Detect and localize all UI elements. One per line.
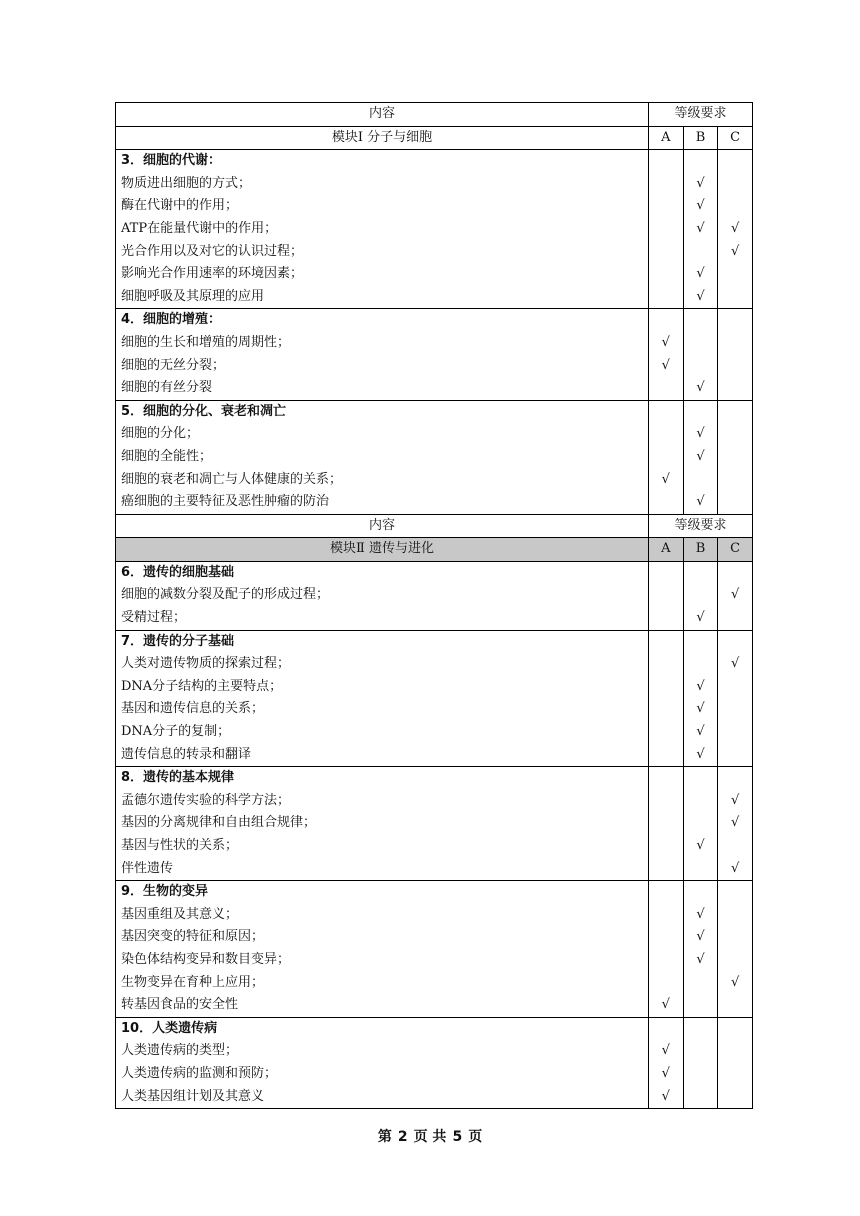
level-cell-empty [649, 173, 684, 196]
level-cell-empty [683, 309, 718, 332]
module-title: 模块Ⅱ 遗传与进化 [116, 538, 649, 562]
level-cell-empty [683, 994, 718, 1017]
level-cell-empty [649, 949, 684, 972]
check-mark-icon: √ [718, 218, 753, 241]
table-row [116, 721, 753, 744]
level-cell-empty [683, 355, 718, 378]
item-text: 受精过程； [116, 607, 649, 630]
table-row [116, 698, 753, 721]
level-cell-empty [718, 355, 753, 378]
item-text: 细胞的减数分裂及配子的形成过程； [116, 584, 649, 607]
requirements-table-body [116, 103, 753, 1109]
level-cell-empty [649, 561, 684, 584]
group-title-row [116, 561, 753, 584]
check-mark-icon: √ [683, 949, 718, 972]
item-text: 癌细胞的主要特征及恶性肿瘤的防治 [116, 491, 649, 514]
item-text: 细胞的衰老和凋亡与人体健康的关系； [116, 469, 649, 492]
level-cell-empty [683, 584, 718, 607]
check-mark-icon: √ [649, 332, 684, 355]
level-cell-empty [718, 994, 753, 1017]
level-cell-empty [718, 1063, 753, 1086]
level-cell-empty [718, 286, 753, 309]
table-row [116, 790, 753, 813]
check-mark-icon: √ [683, 607, 718, 630]
level-cell-empty [649, 744, 684, 767]
level-label-a: A [649, 126, 684, 150]
item-text: 人类遗传病的类型； [116, 1040, 649, 1063]
header-levels: 等级要求 [649, 103, 753, 127]
level-cell-empty [718, 926, 753, 949]
level-cell-empty [718, 150, 753, 173]
level-cell-empty [683, 150, 718, 173]
level-cell-empty [683, 881, 718, 904]
level-cell-empty [649, 195, 684, 218]
item-text: 细胞的分化； [116, 423, 649, 446]
level-cell-empty [649, 835, 684, 858]
group-title: 7．遗传的分子基础 [116, 630, 649, 653]
check-mark-icon: √ [683, 423, 718, 446]
item-text: ATP在能量代谢中的作用； [116, 218, 649, 241]
level-cell-empty [649, 790, 684, 813]
level-cell-empty [718, 607, 753, 630]
check-mark-icon: √ [683, 446, 718, 469]
group-title: 4．细胞的增殖： [116, 309, 649, 332]
table-header-row [116, 103, 753, 127]
level-cell-empty [649, 721, 684, 744]
header-content: 内容 [116, 514, 649, 538]
level-cell-empty [649, 423, 684, 446]
table-row [116, 812, 753, 835]
level-cell-empty [683, 400, 718, 423]
table-row [116, 1086, 753, 1109]
level-cell-empty [683, 972, 718, 995]
table-row [116, 994, 753, 1017]
check-mark-icon: √ [683, 491, 718, 514]
table-row [116, 949, 753, 972]
table-row [116, 904, 753, 927]
table-row [116, 972, 753, 995]
level-cell-empty [649, 1017, 684, 1040]
check-mark-icon: √ [718, 812, 753, 835]
item-text: 细胞的生长和增殖的周期性； [116, 332, 649, 355]
level-cell-empty [718, 446, 753, 469]
level-cell-empty [649, 150, 684, 173]
level-cell-empty [649, 491, 684, 514]
check-mark-icon: √ [683, 721, 718, 744]
item-text: 基因和遗传信息的关系； [116, 698, 649, 721]
level-cell-empty [718, 173, 753, 196]
level-cell-empty [683, 1040, 718, 1063]
level-cell-empty [718, 1086, 753, 1109]
item-text: DNA分子的复制； [116, 721, 649, 744]
group-title-row [116, 150, 753, 173]
table-row [116, 332, 753, 355]
item-text: 孟德尔遗传实验的科学方法； [116, 790, 649, 813]
check-mark-icon: √ [683, 835, 718, 858]
group-title-row [116, 309, 753, 332]
level-cell-empty [683, 653, 718, 676]
level-cell-empty [718, 309, 753, 332]
level-cell-empty [718, 423, 753, 446]
page-footer [0, 1126, 860, 1146]
level-cell-empty [649, 676, 684, 699]
level-cell-empty [683, 332, 718, 355]
group-title: 9．生物的变异 [116, 881, 649, 904]
requirements-table [115, 102, 753, 1109]
item-text: 基因重组及其意义； [116, 904, 649, 927]
item-text: 细胞的有丝分裂 [116, 377, 649, 400]
check-mark-icon: √ [718, 972, 753, 995]
level-cell-empty [649, 630, 684, 653]
level-cell-empty [718, 721, 753, 744]
module-row [116, 126, 753, 150]
check-mark-icon: √ [718, 790, 753, 813]
check-mark-icon: √ [649, 355, 684, 378]
level-cell-empty [718, 377, 753, 400]
item-text: 人类遗传病的监测和预防； [116, 1063, 649, 1086]
check-mark-icon: √ [718, 241, 753, 264]
item-text: 影响光合作用速率的环境因素； [116, 263, 649, 286]
level-cell-empty [649, 881, 684, 904]
table-row [116, 607, 753, 630]
check-mark-icon: √ [683, 926, 718, 949]
level-cell-empty [649, 972, 684, 995]
header-content: 内容 [116, 103, 649, 127]
check-mark-icon: √ [683, 286, 718, 309]
level-cell-empty [649, 286, 684, 309]
check-mark-icon: √ [683, 676, 718, 699]
item-text: 人类基因组计划及其意义 [116, 1086, 649, 1109]
group-title: 3．细胞的代谢： [116, 150, 649, 173]
level-cell-empty [649, 263, 684, 286]
check-mark-icon: √ [649, 469, 684, 492]
level-cell-empty [718, 400, 753, 423]
level-cell-empty [718, 263, 753, 286]
level-label-a: A [649, 538, 684, 562]
group-title-row [116, 630, 753, 653]
level-cell-empty [649, 607, 684, 630]
check-mark-icon: √ [718, 858, 753, 881]
table-row [116, 1040, 753, 1063]
level-cell-empty [718, 332, 753, 355]
level-label-b: B [683, 126, 718, 150]
group-title: 8．遗传的基本规律 [116, 767, 649, 790]
table-row [116, 241, 753, 264]
table-row [116, 173, 753, 196]
level-cell-empty [683, 1017, 718, 1040]
check-mark-icon: √ [683, 173, 718, 196]
level-cell-empty [649, 446, 684, 469]
table-row [116, 355, 753, 378]
item-text: 基因的分离规律和自由组合规律； [116, 812, 649, 835]
level-cell-empty [649, 812, 684, 835]
item-text: 基因突变的特征和原因； [116, 926, 649, 949]
table-row [116, 744, 753, 767]
check-mark-icon: √ [683, 218, 718, 241]
level-cell-empty [718, 561, 753, 584]
table-row [116, 858, 753, 881]
item-text: 光合作用以及对它的认识过程； [116, 241, 649, 264]
table-row [116, 469, 753, 492]
table-row [116, 491, 753, 514]
item-text: 酶在代谢中的作用； [116, 195, 649, 218]
level-cell-empty [649, 767, 684, 790]
check-mark-icon: √ [683, 904, 718, 927]
level-cell-empty [649, 653, 684, 676]
table-row [116, 377, 753, 400]
check-mark-icon: √ [718, 653, 753, 676]
table-row [116, 195, 753, 218]
level-cell-empty [683, 1063, 718, 1086]
group-title: 5．细胞的分化、衰老和凋亡 [116, 400, 649, 423]
level-label-b: B [683, 538, 718, 562]
level-cell-empty [649, 926, 684, 949]
table-header-row [116, 514, 753, 538]
check-mark-icon: √ [649, 1063, 684, 1086]
item-text: DNA分子结构的主要特点； [116, 676, 649, 699]
table-row [116, 286, 753, 309]
table-row [116, 218, 753, 241]
level-cell-empty [649, 904, 684, 927]
item-text: 细胞的无丝分裂； [116, 355, 649, 378]
group-title-row [116, 400, 753, 423]
table-row [116, 1063, 753, 1086]
level-cell-empty [649, 218, 684, 241]
level-cell-empty [718, 1017, 753, 1040]
check-mark-icon: √ [718, 584, 753, 607]
level-cell-empty [718, 630, 753, 653]
table-row [116, 926, 753, 949]
footer-prefix: 第 [377, 1129, 392, 1145]
table-row [116, 446, 753, 469]
item-text: 人类对遗传物质的探索过程； [116, 653, 649, 676]
level-cell-empty [718, 469, 753, 492]
level-cell-empty [718, 835, 753, 858]
level-cell-empty [718, 949, 753, 972]
item-text: 伴性遗传 [116, 858, 649, 881]
check-mark-icon: √ [683, 263, 718, 286]
item-text: 物质进出细胞的方式； [116, 173, 649, 196]
item-text: 细胞呼吸及其原理的应用 [116, 286, 649, 309]
level-cell-empty [718, 491, 753, 514]
table-row [116, 653, 753, 676]
level-cell-empty [718, 767, 753, 790]
group-title-row [116, 1017, 753, 1040]
level-cell-empty [718, 698, 753, 721]
level-cell-empty [683, 767, 718, 790]
level-cell-empty [718, 904, 753, 927]
level-cell-empty [683, 858, 718, 881]
level-cell-empty [718, 676, 753, 699]
level-label-c: C [718, 538, 753, 562]
check-mark-icon: √ [649, 1040, 684, 1063]
level-cell-empty [649, 698, 684, 721]
level-cell-empty [683, 790, 718, 813]
table-row [116, 263, 753, 286]
level-cell-empty [683, 241, 718, 264]
item-text: 染色体结构变异和数目变异； [116, 949, 649, 972]
table-row [116, 584, 753, 607]
group-title-row [116, 881, 753, 904]
footer-current-page: 2 [397, 1129, 408, 1145]
level-cell-empty [718, 1040, 753, 1063]
level-cell-empty [649, 584, 684, 607]
level-cell-empty [683, 469, 718, 492]
group-title: 10．人类遗传病 [116, 1017, 649, 1040]
level-cell-empty [683, 1086, 718, 1109]
level-cell-empty [649, 400, 684, 423]
level-cell-empty [649, 377, 684, 400]
group-title: 6．遗传的细胞基础 [116, 561, 649, 584]
check-mark-icon: √ [649, 1086, 684, 1109]
level-cell-empty [683, 812, 718, 835]
level-cell-empty [649, 309, 684, 332]
item-text: 基因与性状的关系； [116, 835, 649, 858]
item-text: 遗传信息的转录和翻译 [116, 744, 649, 767]
table-row [116, 676, 753, 699]
level-cell-empty [649, 858, 684, 881]
item-text: 生物变异在育种上应用； [116, 972, 649, 995]
check-mark-icon: √ [683, 195, 718, 218]
level-cell-empty [649, 241, 684, 264]
check-mark-icon: √ [649, 994, 684, 1017]
table-row [116, 423, 753, 446]
check-mark-icon: √ [683, 744, 718, 767]
level-cell-empty [683, 630, 718, 653]
module-row [116, 538, 753, 562]
header-levels: 等级要求 [649, 514, 753, 538]
table-row [116, 835, 753, 858]
level-cell-empty [718, 195, 753, 218]
level-cell-empty [718, 744, 753, 767]
level-cell-empty [683, 561, 718, 584]
level-cell-empty [718, 881, 753, 904]
module-title: 模块Ⅰ 分子与细胞 [116, 126, 649, 150]
level-label-c: C [718, 126, 753, 150]
group-title-row [116, 767, 753, 790]
footer-suffix: 页 [468, 1129, 483, 1145]
footer-total-pages: 5 [452, 1129, 463, 1145]
check-mark-icon: √ [683, 377, 718, 400]
check-mark-icon: √ [683, 698, 718, 721]
footer-middle: 页 共 [413, 1129, 447, 1145]
item-text: 转基因食品的安全性 [116, 994, 649, 1017]
item-text: 细胞的全能性； [116, 446, 649, 469]
